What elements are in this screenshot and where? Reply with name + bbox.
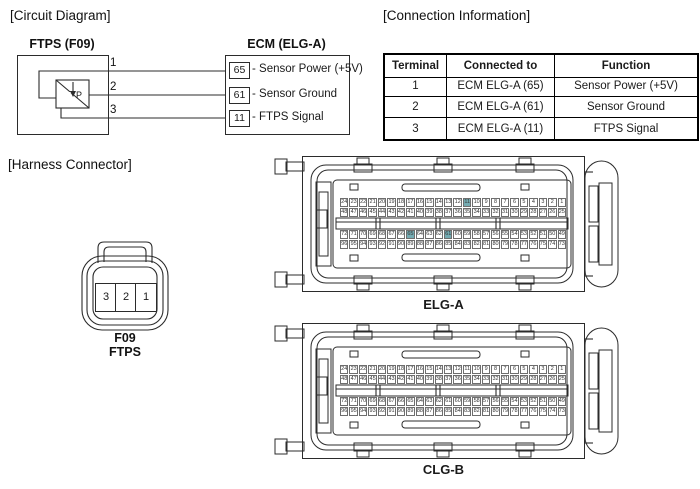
pin-CLG-B-79: 79 bbox=[501, 408, 509, 414]
pin-ELG-A-79: 79 bbox=[501, 241, 509, 247]
pin-CLG-B-63: 63 bbox=[426, 398, 433, 404]
table-cell: ECM ELG-A (65) bbox=[447, 76, 555, 97]
pin-ELG-A-93: 93 bbox=[369, 241, 376, 247]
wire-1-number: 1 bbox=[110, 57, 117, 69]
table-cell: FTPS Signal bbox=[593, 122, 659, 135]
pin-CLG-B-96: 96 bbox=[341, 408, 348, 414]
pin-ELG-A-26: 26 bbox=[549, 209, 556, 215]
pin-CLG-B-11: 11 bbox=[464, 366, 471, 372]
pin-ELG-A-56: 56 bbox=[492, 231, 499, 237]
pin-ELG-A-36: 36 bbox=[454, 209, 461, 215]
pin-CLG-B-50: 50 bbox=[549, 398, 556, 404]
ecm-component-label: ECM (ELG-A) bbox=[247, 37, 326, 51]
f09-name-label: FTPS bbox=[109, 345, 141, 359]
sensor-p-label: P bbox=[76, 90, 83, 100]
pin-CLG-B-89: 89 bbox=[407, 408, 414, 414]
f09-cavity-2: 2 bbox=[115, 283, 137, 312]
pin-ELG-A-29: 29 bbox=[520, 209, 527, 215]
pin-CLG-B-44: 44 bbox=[378, 376, 386, 382]
pin-ELG-A-83: 83 bbox=[464, 241, 471, 247]
clg-b-connector-drawing bbox=[274, 321, 622, 461]
pin-CLG-B-6: 6 bbox=[510, 365, 518, 374]
pin-ELG-A-43: 43 bbox=[388, 209, 395, 215]
ecm-pin-61: 61 bbox=[229, 87, 250, 104]
pin-ELG-A-1: 1 bbox=[558, 198, 566, 207]
pin-ELG-A-3: 3 bbox=[539, 198, 547, 207]
ecm-connector-elg-a bbox=[274, 154, 622, 294]
clg-b-pin-block-top bbox=[340, 365, 566, 385]
elg-a-pin-block-top bbox=[340, 198, 566, 218]
wire-3 bbox=[61, 108, 225, 118]
table-cell: Sensor Ground bbox=[555, 97, 697, 118]
pin-CLG-B-69: 69 bbox=[369, 398, 376, 404]
clg-b-pin-block-bottom bbox=[340, 397, 566, 417]
col-header-function: Function bbox=[555, 55, 697, 78]
pin-CLG-B-56: 56 bbox=[492, 398, 499, 404]
pin-ELG-A-38: 38 bbox=[435, 209, 442, 215]
pin-CLG-B-47: 47 bbox=[350, 376, 357, 382]
pin-CLG-B-28: 28 bbox=[530, 376, 537, 382]
pin-ELG-A-90: 90 bbox=[397, 241, 405, 247]
pin-ELG-A-67: 67 bbox=[388, 231, 395, 237]
pin-ELG-A-15: 15 bbox=[426, 199, 433, 205]
pin-ELG-A-65: 65 bbox=[407, 231, 414, 237]
pin-CLG-B-31: 31 bbox=[501, 376, 509, 382]
pin-ELG-A-25: 25 bbox=[558, 209, 565, 215]
pin-ELG-A-53: 53 bbox=[520, 231, 527, 237]
pin-CLG-B-87: 87 bbox=[426, 408, 433, 414]
pin-ELG-A-14: 14 bbox=[435, 199, 442, 205]
pin-CLG-B-36: 36 bbox=[454, 376, 461, 382]
pin-ELG-A-96: 96 bbox=[341, 241, 348, 247]
pin-ELG-A-51: 51 bbox=[539, 231, 546, 237]
elg-a-connector-drawing bbox=[274, 154, 622, 294]
pin-CLG-B-25: 25 bbox=[558, 376, 565, 382]
pin-CLG-B-13: 13 bbox=[445, 366, 452, 372]
pin-ELG-A-68: 68 bbox=[378, 231, 386, 237]
pin-CLG-B-37: 37 bbox=[445, 376, 452, 382]
pin-ELG-A-92: 92 bbox=[378, 241, 386, 247]
pin-ELG-A-46: 46 bbox=[360, 209, 367, 215]
pin-CLG-B-93: 93 bbox=[369, 408, 376, 414]
pin-ELG-A-80: 80 bbox=[492, 241, 499, 247]
pin-CLG-B-81: 81 bbox=[483, 408, 490, 414]
table-cell: Sensor Power (+5V) bbox=[555, 76, 697, 97]
pin-CLG-B-35: 35 bbox=[464, 376, 471, 382]
pin-ELG-A-70: 70 bbox=[360, 231, 367, 237]
wire-2-number: 2 bbox=[110, 81, 117, 93]
pin-CLG-B-90: 90 bbox=[397, 408, 405, 414]
pin-CLG-B-33: 33 bbox=[483, 376, 490, 382]
pin-ELG-A-22: 22 bbox=[360, 199, 367, 205]
pin-CLG-B-67: 67 bbox=[388, 398, 395, 404]
pin-CLG-B-5: 5 bbox=[520, 365, 528, 374]
pin-CLG-B-66: 66 bbox=[397, 398, 405, 404]
pin-ELG-A-49: 49 bbox=[558, 231, 565, 237]
pin-CLG-B-1: 1 bbox=[558, 365, 566, 374]
pin-ELG-A-82: 82 bbox=[473, 241, 480, 247]
pin-CLG-B-21: 21 bbox=[369, 366, 376, 372]
pin-CLG-B-22: 22 bbox=[360, 366, 367, 372]
pin-CLG-B-84: 84 bbox=[454, 408, 461, 414]
pin-ELG-A-60: 60 bbox=[454, 231, 461, 237]
pin-ELG-A-76: 76 bbox=[530, 241, 537, 247]
pin-CLG-B-95: 95 bbox=[350, 408, 357, 414]
f09-id-label: F09 bbox=[114, 331, 136, 345]
pin-ELG-A-23: 23 bbox=[350, 199, 357, 205]
ecm-pin-61-desc: - Sensor Ground bbox=[252, 88, 338, 100]
pin-CLG-B-39: 39 bbox=[426, 376, 433, 382]
pin-CLG-B-48: 48 bbox=[341, 376, 348, 382]
harness-connector-title: [Harness Connector] bbox=[8, 157, 132, 172]
pin-CLG-B-70: 70 bbox=[360, 398, 367, 404]
pin-CLG-B-9: 9 bbox=[482, 365, 490, 374]
pin-ELG-A-61: 61 bbox=[445, 231, 452, 237]
pin-CLG-B-71: 71 bbox=[350, 398, 357, 404]
pin-ELG-A-10: 10 bbox=[473, 199, 480, 205]
pin-CLG-B-72: 72 bbox=[341, 398, 348, 404]
pin-CLG-B-34: 34 bbox=[473, 376, 480, 382]
col-header-terminal: Terminal bbox=[385, 55, 447, 78]
pin-CLG-B-86: 86 bbox=[435, 408, 442, 414]
ecm-pin-11-desc: - FTPS Signal bbox=[252, 111, 324, 123]
pin-ELG-A-52: 52 bbox=[530, 231, 537, 237]
pin-ELG-A-35: 35 bbox=[464, 209, 471, 215]
pin-CLG-B-15: 15 bbox=[426, 366, 433, 372]
pin-ELG-A-31: 31 bbox=[501, 209, 509, 215]
pin-CLG-B-92: 92 bbox=[378, 408, 386, 414]
pin-ELG-A-89: 89 bbox=[407, 241, 414, 247]
pin-ELG-A-69: 69 bbox=[369, 231, 376, 237]
pin-ELG-A-50: 50 bbox=[549, 231, 556, 237]
pin-ELG-A-48: 48 bbox=[341, 209, 348, 215]
pin-ELG-A-19: 19 bbox=[388, 199, 395, 205]
pin-ELG-A-13: 13 bbox=[445, 199, 452, 205]
pin-ELG-A-32: 32 bbox=[492, 209, 499, 215]
pin-ELG-A-11: 11 bbox=[464, 199, 471, 205]
col-header-connected-to: Connected to bbox=[447, 55, 555, 78]
pin-CLG-B-43: 43 bbox=[388, 376, 395, 382]
pin-ELG-A-66: 66 bbox=[397, 231, 405, 237]
pin-ELG-A-74: 74 bbox=[549, 241, 556, 247]
pin-ELG-A-59: 59 bbox=[464, 231, 471, 237]
pin-CLG-B-60: 60 bbox=[454, 398, 461, 404]
pin-CLG-B-8: 8 bbox=[491, 365, 499, 374]
pin-CLG-B-55: 55 bbox=[501, 398, 509, 404]
pin-ELG-A-42: 42 bbox=[397, 209, 405, 215]
pin-ELG-A-5: 5 bbox=[520, 198, 528, 207]
pin-CLG-B-91: 91 bbox=[388, 408, 395, 414]
pin-CLG-B-83: 83 bbox=[464, 408, 471, 414]
pin-ELG-A-39: 39 bbox=[426, 209, 433, 215]
pin-CLG-B-3: 3 bbox=[539, 365, 547, 374]
pin-ELG-A-87: 87 bbox=[426, 241, 433, 247]
pin-CLG-B-74: 74 bbox=[549, 408, 556, 414]
pin-CLG-B-27: 27 bbox=[539, 376, 546, 382]
table-cell: 3 bbox=[385, 118, 447, 139]
pin-ELG-A-16: 16 bbox=[416, 199, 423, 205]
pin-ELG-A-33: 33 bbox=[483, 209, 490, 215]
pin-ELG-A-37: 37 bbox=[445, 209, 452, 215]
pin-CLG-B-18: 18 bbox=[397, 366, 405, 372]
pin-ELG-A-24: 24 bbox=[341, 199, 348, 205]
elg-a-label: ELG-A bbox=[423, 297, 464, 312]
connection-info-title: [Connection Information] bbox=[383, 8, 531, 23]
pin-ELG-A-81: 81 bbox=[483, 241, 490, 247]
pin-ELG-A-40: 40 bbox=[416, 209, 423, 215]
pin-CLG-B-20: 20 bbox=[378, 366, 386, 372]
pin-CLG-B-40: 40 bbox=[416, 376, 423, 382]
pin-CLG-B-61: 61 bbox=[445, 398, 452, 404]
pin-ELG-A-95: 95 bbox=[350, 241, 357, 247]
elg-a-pin-block-bottom bbox=[340, 230, 566, 250]
pin-CLG-B-17: 17 bbox=[407, 366, 414, 372]
pin-CLG-B-58: 58 bbox=[473, 398, 480, 404]
pin-CLG-B-76: 76 bbox=[530, 408, 537, 414]
ecm-pin-11: 11 bbox=[229, 110, 250, 127]
pin-CLG-B-10: 10 bbox=[473, 366, 480, 372]
pin-CLG-B-46: 46 bbox=[360, 376, 367, 382]
pin-ELG-A-21: 21 bbox=[369, 199, 376, 205]
pin-CLG-B-19: 19 bbox=[388, 366, 395, 372]
pin-CLG-B-51: 51 bbox=[539, 398, 546, 404]
pin-CLG-B-82: 82 bbox=[473, 408, 480, 414]
pin-ELG-A-28: 28 bbox=[530, 209, 537, 215]
ecm-pin-65: 65 bbox=[229, 62, 250, 79]
pin-ELG-A-7: 7 bbox=[501, 198, 509, 207]
pin-ELG-A-17: 17 bbox=[407, 199, 414, 205]
pin-CLG-B-80: 80 bbox=[492, 408, 499, 414]
pin-ELG-A-86: 86 bbox=[435, 241, 442, 247]
pin-CLG-B-75: 75 bbox=[539, 408, 546, 414]
table-cell: ECM ELG-A (11) bbox=[447, 118, 555, 139]
pin-CLG-B-78: 78 bbox=[511, 408, 518, 414]
pin-ELG-A-85: 85 bbox=[445, 241, 452, 247]
pin-ELG-A-91: 91 bbox=[388, 241, 395, 247]
f09-cavity-3: 3 bbox=[95, 283, 117, 312]
pin-ELG-A-44: 44 bbox=[378, 209, 386, 215]
pin-ELG-A-54: 54 bbox=[511, 231, 518, 237]
pin-ELG-A-12: 12 bbox=[454, 199, 461, 205]
pin-CLG-B-14: 14 bbox=[435, 366, 442, 372]
pin-CLG-B-53: 53 bbox=[520, 398, 527, 404]
pin-CLG-B-54: 54 bbox=[511, 398, 518, 404]
pin-ELG-A-75: 75 bbox=[539, 241, 546, 247]
pin-CLG-B-23: 23 bbox=[350, 366, 357, 372]
ecm-pin-65-desc: - Sensor Power (+5V) bbox=[252, 63, 363, 75]
pin-CLG-B-57: 57 bbox=[483, 398, 490, 404]
pin-CLG-B-62: 62 bbox=[435, 398, 442, 404]
pin-CLG-B-26: 26 bbox=[549, 376, 556, 382]
pin-ELG-A-20: 20 bbox=[378, 199, 386, 205]
pin-ELG-A-18: 18 bbox=[397, 199, 405, 205]
pin-ELG-A-9: 9 bbox=[482, 198, 490, 207]
pin-ELG-A-63: 63 bbox=[426, 231, 433, 237]
pin-CLG-B-85: 85 bbox=[445, 408, 452, 414]
pin-CLG-B-24: 24 bbox=[341, 366, 348, 372]
pin-CLG-B-65: 65 bbox=[407, 398, 414, 404]
pin-CLG-B-45: 45 bbox=[369, 376, 376, 382]
pin-ELG-A-88: 88 bbox=[416, 241, 423, 247]
pin-ELG-A-58: 58 bbox=[473, 231, 480, 237]
pin-CLG-B-2: 2 bbox=[548, 365, 556, 374]
circuit-diagram-title: [Circuit Diagram] bbox=[10, 8, 111, 23]
pin-ELG-A-34: 34 bbox=[473, 209, 480, 215]
pin-ELG-A-55: 55 bbox=[501, 231, 509, 237]
pin-ELG-A-73: 73 bbox=[558, 241, 565, 247]
pin-ELG-A-30: 30 bbox=[511, 209, 518, 215]
pin-ELG-A-72: 72 bbox=[341, 231, 348, 237]
pin-ELG-A-47: 47 bbox=[350, 209, 357, 215]
pin-ELG-A-84: 84 bbox=[454, 241, 461, 247]
pin-CLG-B-38: 38 bbox=[435, 376, 442, 382]
pin-ELG-A-6: 6 bbox=[510, 198, 518, 207]
pin-ELG-A-8: 8 bbox=[491, 198, 499, 207]
pin-CLG-B-64: 64 bbox=[416, 398, 423, 404]
pin-CLG-B-41: 41 bbox=[407, 376, 414, 382]
pin-CLG-B-88: 88 bbox=[416, 408, 423, 414]
ftps-component-label: FTPS (F09) bbox=[29, 37, 95, 51]
pin-CLG-B-4: 4 bbox=[529, 365, 537, 374]
pin-ELG-A-71: 71 bbox=[350, 231, 357, 237]
table-cell: 2 bbox=[385, 97, 447, 118]
pin-CLG-B-32: 32 bbox=[492, 376, 499, 382]
pin-CLG-B-68: 68 bbox=[378, 398, 386, 404]
pressure-sensor-symbol bbox=[56, 80, 89, 108]
pin-CLG-B-49: 49 bbox=[558, 398, 565, 404]
f09-cavity-1: 1 bbox=[135, 283, 157, 312]
pin-ELG-A-64: 64 bbox=[416, 231, 423, 237]
connection-info-table bbox=[383, 53, 699, 141]
pin-ELG-A-45: 45 bbox=[369, 209, 376, 215]
pin-ELG-A-27: 27 bbox=[539, 209, 546, 215]
pin-CLG-B-7: 7 bbox=[501, 365, 509, 374]
pin-CLG-B-59: 59 bbox=[464, 398, 471, 404]
pin-ELG-A-57: 57 bbox=[483, 231, 490, 237]
pin-CLG-B-42: 42 bbox=[397, 376, 405, 382]
pin-CLG-B-73: 73 bbox=[558, 408, 565, 414]
pin-CLG-B-94: 94 bbox=[360, 408, 367, 414]
pin-ELG-A-77: 77 bbox=[520, 241, 527, 247]
clg-b-label: CLG-B bbox=[422, 462, 465, 477]
table-cell: 1 bbox=[385, 76, 447, 97]
pin-ELG-A-2: 2 bbox=[548, 198, 556, 207]
pin-ELG-A-94: 94 bbox=[360, 241, 367, 247]
pin-ELG-A-78: 78 bbox=[511, 241, 518, 247]
pin-ELG-A-62: 62 bbox=[435, 231, 442, 237]
pin-ELG-A-41: 41 bbox=[407, 209, 414, 215]
table-cell: ECM ELG-A (61) bbox=[447, 97, 555, 118]
pin-CLG-B-52: 52 bbox=[530, 398, 537, 404]
wire-3-number: 3 bbox=[110, 104, 117, 116]
ecm-connector-clg-b bbox=[274, 321, 622, 461]
pin-CLG-B-12: 12 bbox=[454, 366, 461, 372]
pin-ELG-A-4: 4 bbox=[529, 198, 537, 207]
pin-CLG-B-16: 16 bbox=[416, 366, 423, 372]
pin-CLG-B-77: 77 bbox=[520, 408, 527, 414]
pin-CLG-B-29: 29 bbox=[520, 376, 527, 382]
pin-CLG-B-30: 30 bbox=[511, 376, 518, 382]
